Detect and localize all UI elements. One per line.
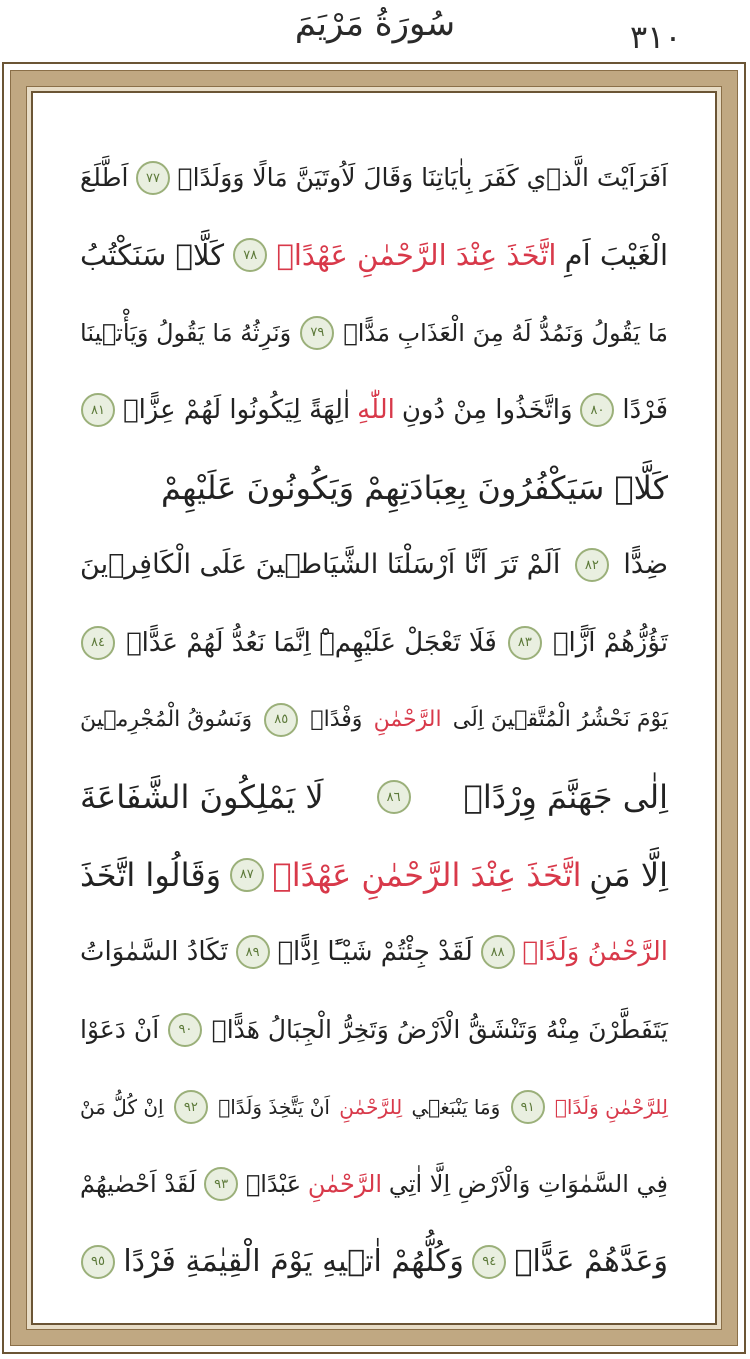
verse-text: يَوْمَ نَحْشُرُ الْمُتَّق۪ينَ اِلَى (452, 706, 668, 732)
verse-text: تَكَادُ السَّمٰوَاتُ (80, 937, 228, 968)
verse-text: تَؤُزُّهُمْ اَزًّاۙ (552, 627, 668, 658)
verse-text: ضِدًّا (623, 549, 668, 581)
verse-number-marker-icon: ٩٣ (204, 1167, 238, 1201)
verse-number-marker-icon: ٨٤ (81, 626, 115, 660)
text-line (77, 141, 671, 215)
text-line (77, 528, 671, 602)
text-line (77, 218, 671, 292)
verse-text: اَنْ دَعَوْا (80, 1014, 160, 1044)
verse-number-marker-icon: ٨٢ (575, 548, 609, 582)
verse-text: يَتَفَطَّرْنَ مِنْهُ وَتَنْشَقُّ الْاَرْضُ وَتَخِرُّ الْجِبَالُ هَدًّاۙ (211, 1014, 668, 1044)
highlighted-text: الرَّحْمٰنُ وَلَدًاۜ (522, 937, 668, 968)
page-number: ٣١٠ (630, 18, 682, 56)
verse-number-marker-icon: ٨٨ (481, 935, 515, 969)
ornamental-border (10, 70, 738, 1346)
text-line (77, 683, 671, 757)
highlighted-text: اتَّخَذَ عِنْدَ الرَّحْمٰنِ عَهْدًاۙ (276, 238, 557, 273)
verse-text: وَمَا يَنْبَغ۪ي (411, 1095, 501, 1120)
verse-number-marker-icon: ٧٧ (136, 161, 170, 195)
verse-number-marker-icon: ٨٥ (264, 703, 298, 737)
highlighted-text: اتَّخَذَ عِنْدَ الرَّحْمٰنِ عَهْدًاۢ (272, 855, 582, 894)
verse-text: لَقَدْ اَحْصٰيهُمْ (80, 1170, 197, 1199)
verse-text: كَلَّاۜ سَنَكْتُبُ (80, 238, 225, 273)
verse-text: وَفْدًاۙ (310, 706, 363, 732)
verse-text: اَنْ يَتَّخِذَ وَلَدًاۜ (218, 1095, 330, 1120)
text-line (77, 606, 671, 680)
verse-text: اَفَرَاَيْتَ الَّذ۪ي كَفَرَ بِاٰيَاتِنَا وَقَالَ لَاُوتَيَنَّ مَالًا وَوَلَدًاۜ (177, 163, 668, 192)
page-frame (2, 62, 746, 1354)
verse-text: فَرْدًا (622, 395, 668, 426)
highlighted-text: لِلرَّحْمٰنِ (339, 1095, 403, 1120)
verse-text: وَكُلُّهُمْ اٰت۪يهِ يَوْمَ الْقِيٰمَةِ فَرْدًا (123, 1243, 464, 1279)
verse-text: فَلَا تَعْجَلْ عَلَيْهِمْۜ اِنَّمَا نَعُدُّ لَهُمْ عَدًّاۚ (126, 627, 497, 658)
verse-text: فِي السَّمٰوَاتِ وَالْاَرْضِ اِلَّا اٰتِي (388, 1170, 668, 1199)
verse-number-marker-icon: ٧٩ (300, 316, 334, 350)
verse-text: اَلَمْ تَرَ اَنَّا اَرْسَلْنَا الشَّيَاط۪ينَ عَلَى الْكَافِر۪ينَ (80, 549, 561, 581)
text-line (77, 838, 671, 912)
quran-text-area (77, 141, 671, 1299)
verse-number-marker-icon: ٩١ (511, 1090, 545, 1124)
verse-number-marker-icon: ٩٢ (174, 1090, 208, 1124)
surah-title: سُورَةُ مَرْيَمَ (294, 4, 456, 44)
verse-text: كَلَّاۜ سَيَكْفُرُونَ بِعِبَادَتِهِمْ وَيَكُونُونَ عَلَيْهِمْ (161, 468, 668, 507)
verse-number-marker-icon: ٨٩ (236, 935, 270, 969)
text-line (77, 1147, 671, 1221)
text-line (77, 915, 671, 989)
verse-number-marker-icon: ٩٥ (81, 1245, 115, 1279)
verse-number-marker-icon: ٧٨ (233, 238, 267, 272)
verse-text: وَنَرِثُهُ مَا يَقُولُ وَيَأْت۪ينَا (80, 318, 292, 347)
verse-number-marker-icon: ٨٦ (377, 780, 411, 814)
text-line (77, 451, 671, 525)
highlighted-text: اللّٰهِ (357, 395, 395, 426)
highlighted-text: الرَّحْمٰنِ (373, 706, 442, 732)
verse-text: وَاتَّخَذُوا مِنْ دُونِ (401, 395, 573, 426)
page-header (0, 0, 750, 58)
verse-text: مَا يَقُولُ وَنَمُدُّ لَهُ مِنَ الْعَذَابِ مَدًّاۙ (343, 318, 668, 347)
verse-number-marker-icon: ٨٧ (230, 858, 264, 892)
text-line (77, 1070, 671, 1144)
text-line (77, 373, 671, 447)
verse-number-marker-icon: ٨٣ (508, 626, 542, 660)
verse-text: لَقَدْ جِئْتُمْ شَيْـًٔا اِدًّاۙ (277, 937, 473, 968)
verse-text: عَبْدًاۜ (245, 1170, 302, 1199)
verse-text: وَقَالُوا اتَّخَذَ (80, 855, 222, 894)
highlighted-text: الرَّحْمٰنِ (307, 1170, 383, 1199)
verse-text: وَنَسُوقُ الْمُجْرِم۪ينَ (80, 706, 253, 732)
verse-text: اِلَّا مَنِ (589, 855, 668, 894)
verse-number-marker-icon: ٨٠ (580, 393, 614, 427)
verse-number-marker-icon: ٩٠ (168, 1013, 202, 1047)
verse-text: لَا يَمْلِكُونَ الشَّفَاعَةَ (80, 778, 324, 817)
text-line (77, 1225, 671, 1299)
text-line (77, 760, 671, 834)
verse-text: اٰلِهَةً لِيَكُونُوا لَهُمْ عِزًّاۙ (122, 395, 351, 426)
text-panel (31, 91, 717, 1325)
verse-text: الْغَيْبَ اَمِ (564, 238, 668, 273)
verse-number-marker-icon: ٩٤ (472, 1245, 506, 1279)
text-line (77, 296, 671, 370)
verse-text: اِلٰى جَهَنَّمَ وِرْدًاۢ (463, 778, 668, 817)
highlighted-text: لِلرَّحْمٰنِ وَلَدًاۚ (554, 1095, 668, 1120)
verse-text: اِنْ كُلُّ مَنْ (80, 1095, 164, 1120)
verse-text: اَطَّلَعَ (80, 163, 129, 192)
text-line (77, 993, 671, 1067)
verse-number-marker-icon: ٨١ (81, 393, 115, 427)
verse-text: وَعَدَّهُمْ عَدًّاۜ (514, 1243, 668, 1279)
